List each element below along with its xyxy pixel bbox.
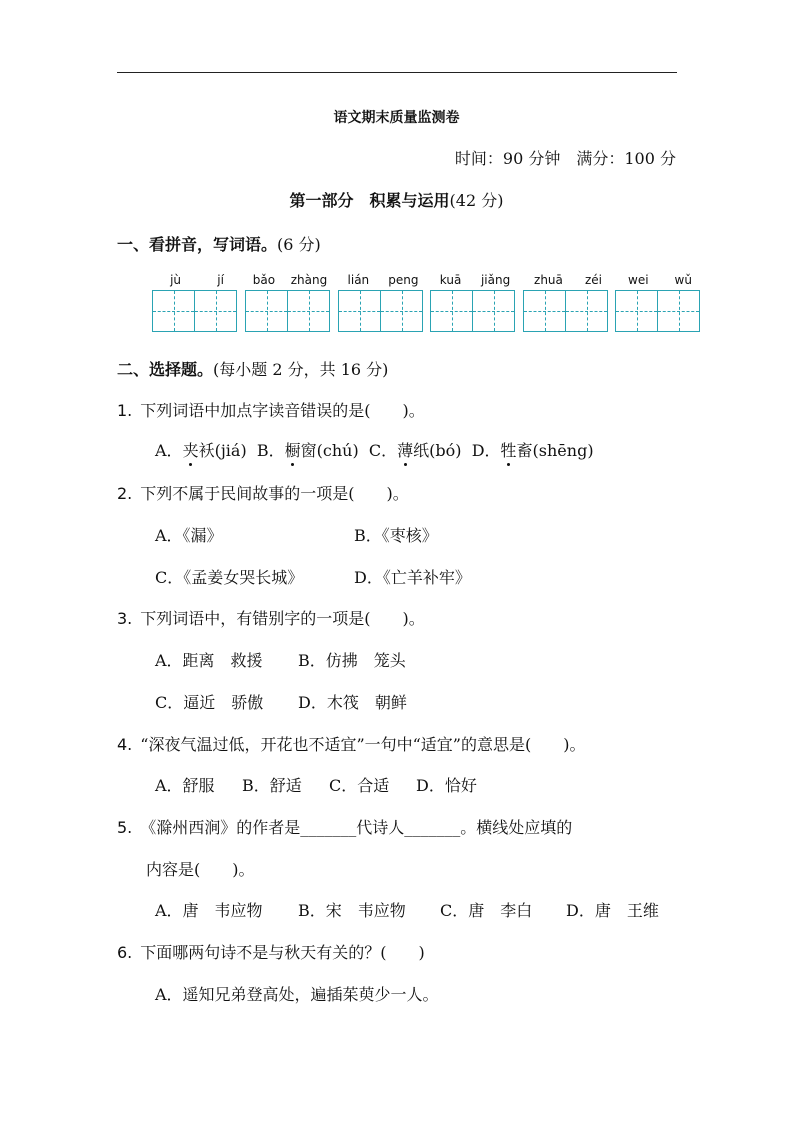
score-value: 100 (624, 149, 655, 168)
dotted-char: 橱 (285, 438, 301, 461)
question-6 (117, 940, 425, 963)
pinyin: wei (628, 273, 649, 287)
question-1 (117, 398, 425, 421)
section-one-points: (6 分) (277, 235, 321, 254)
pinyin-group-6 (615, 273, 705, 287)
grid-cell[interactable] (153, 291, 195, 331)
question-stem: “深夜气温过低，开花也不适宜”一句中“适宜”的意思是( )。 (140, 735, 586, 754)
option-a[interactable]: A．夹袄(jiá) (155, 441, 247, 460)
option-c[interactable]: C．唐 李白 (440, 901, 533, 920)
pinyin-group-4 (430, 273, 520, 287)
pinyin: wǔ (674, 273, 692, 287)
grid-cell[interactable] (431, 291, 473, 331)
question-5-stem-cont: 内容是( )。 (146, 860, 255, 879)
writing-grid-2[interactable] (245, 290, 330, 332)
option-c[interactable]: C．逼近 骄傲 (155, 693, 264, 712)
question-1-options (155, 438, 594, 461)
grid-cell[interactable] (566, 291, 607, 331)
section-two-heading (117, 357, 388, 380)
pinyin: bǎo (252, 273, 276, 287)
exam-meta (455, 146, 676, 169)
option-c[interactable]: C．合适 (329, 776, 390, 795)
option-b[interactable]: B．《枣核》 (354, 526, 438, 545)
question-stem: 下面哪两句诗不是与秋天有关的？( ) (140, 943, 425, 962)
question-stem: 下列词语中，有错别字的一项是( )。 (140, 609, 425, 628)
pinyin: zhàng (290, 273, 328, 287)
question-stem: 下列词语中加点字读音错误的是( )。 (140, 401, 425, 420)
part-one-points: (42 分) (449, 191, 504, 210)
grid-cell[interactable] (658, 291, 699, 331)
question-number: 6. (117, 943, 133, 962)
option-b[interactable]: B．舒适 (242, 776, 302, 795)
section-one-title: 一、看拼音，写词语。 (117, 235, 278, 254)
question-number: 1. (117, 401, 133, 420)
top-rule (117, 72, 677, 73)
dotted-char: 牲 (501, 438, 517, 461)
option-d[interactable]: D．《亡羊补牢》 (354, 568, 471, 587)
score-label: 满分： (576, 149, 625, 168)
section-one-heading (117, 232, 321, 255)
pinyin: kuā (439, 273, 462, 287)
question-number: 2. (117, 484, 133, 503)
writing-grid-1[interactable] (152, 290, 237, 332)
option-a[interactable]: A．舒服 (155, 776, 215, 795)
option-a[interactable]: A．唐 韦应物 (155, 901, 263, 920)
option-b[interactable]: B．宋 韦应物 (298, 901, 406, 920)
grid-cell[interactable] (616, 291, 658, 331)
question-4 (117, 732, 585, 755)
option-b[interactable]: B．橱窗(chú) (257, 441, 359, 460)
pinyin-group-1 (152, 273, 242, 287)
score-unit: 分 (654, 149, 676, 168)
question-number: 3. (117, 609, 133, 628)
exam-title: 语文期末质量监测卷 (333, 110, 460, 126)
pinyin: zhuā (534, 273, 563, 287)
pinyin-group-5 (523, 273, 613, 287)
dotted-char: 夹 (183, 438, 199, 461)
question-number: 5. (117, 818, 133, 837)
question-number: 4. (117, 735, 133, 754)
question-stem: 《滁州西涧》的作者是_______代诗人_______。横线处应填的 (140, 818, 573, 837)
option-d[interactable]: D．牲畜(shēng) (472, 441, 594, 460)
writing-grid-4[interactable] (430, 290, 515, 332)
pinyin: lián (347, 273, 370, 287)
option-a[interactable]: A．遥知兄弟登高处，遍插茱萸少一人。 (155, 985, 439, 1004)
question-2 (117, 481, 409, 504)
time-unit: 分钟 (523, 149, 561, 168)
pinyin: peng (388, 273, 419, 287)
grid-cell[interactable] (381, 291, 422, 331)
writing-grid-6[interactable] (615, 290, 700, 332)
time-label: 时间： (454, 149, 503, 168)
section-two-points: (每小题 2 分，共 16 分) (213, 360, 389, 379)
grid-cell[interactable] (524, 291, 566, 331)
pinyin: zéi (584, 273, 602, 287)
grid-cell[interactable] (473, 291, 514, 331)
pinyin: jù (170, 273, 182, 287)
option-a[interactable]: A．距离 救援 (155, 651, 263, 670)
option-a[interactable]: A．《漏》 (155, 526, 223, 545)
writing-grid-5[interactable] (523, 290, 608, 332)
dotted-char: 薄 (397, 438, 413, 461)
option-b[interactable]: B．仿拂 笼头 (298, 651, 406, 670)
section-two-title: 二、选择题。 (117, 360, 214, 379)
option-d[interactable]: D．唐 王维 (566, 901, 659, 920)
grid-cell[interactable] (246, 291, 288, 331)
grid-cell[interactable] (195, 291, 236, 331)
time-value: 90 (502, 149, 524, 168)
pinyin: jiǎng (480, 273, 511, 287)
option-c[interactable]: C．薄纸(bó) (369, 441, 462, 460)
grid-cell[interactable] (339, 291, 381, 331)
part-one-heading (0, 188, 793, 211)
question-3 (117, 606, 425, 629)
writing-grid-3[interactable] (338, 290, 423, 332)
option-d[interactable]: D．木筏 朝鲜 (298, 693, 407, 712)
part-one-title: 第一部分 积累与运用 (289, 191, 450, 210)
pinyin-group-2 (245, 273, 335, 287)
question-stem: 下列不属于民间故事的一项是( )。 (140, 484, 409, 503)
pinyin-group-3 (338, 273, 428, 287)
question-5 (117, 815, 572, 838)
option-c[interactable]: C．《孟姜女哭长城》 (155, 568, 304, 587)
option-d[interactable]: D．恰好 (416, 776, 477, 795)
pinyin: jí (217, 273, 224, 287)
grid-cell[interactable] (288, 291, 329, 331)
